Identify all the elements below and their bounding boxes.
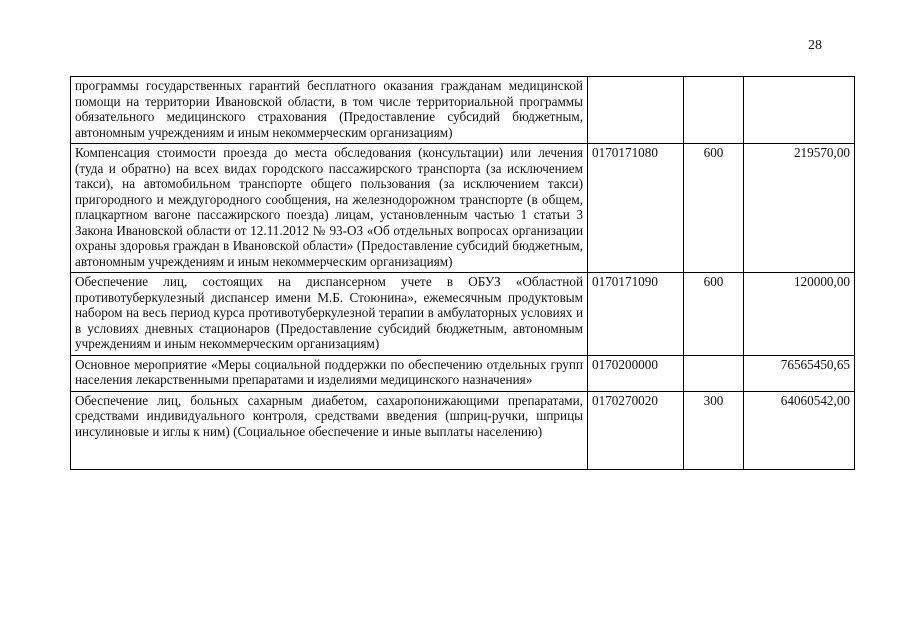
row-target-code bbox=[588, 77, 684, 144]
row-target-code: 0170171080 bbox=[588, 144, 684, 273]
budget-table bbox=[70, 76, 855, 470]
row-amount: 76565450,65 bbox=[744, 355, 855, 391]
row-target-code: 0170200000 bbox=[588, 355, 684, 391]
row-amount: 219570,00 bbox=[744, 144, 855, 273]
table-row bbox=[71, 144, 855, 273]
row-amount: 64060542,00 bbox=[744, 391, 855, 469]
row-target-code: 0170270020 bbox=[588, 391, 684, 469]
row-description: программы государственных гарантий бесплатного оказания гражданам медицинской помощи на территории Ивановской области, в том числе территориальной программы обязательного медицинского страхования (Предоставление субсидий бюджетным, автономным учреждениям и иным некоммерческим организациям) bbox=[71, 77, 588, 144]
row-expense-type bbox=[684, 77, 744, 144]
table-row bbox=[71, 273, 855, 356]
table-row bbox=[71, 77, 855, 144]
row-description: Компенсация стоимости проезда до места обследования (консультации) или лечения (туда и обратно) на всех видах городского пассажирского транспорта (за исключением такси), на автомобильном транспорте общего пользования (за исключением такси) пригородного и междугородного сообщения, на железнодорожном транспорте (в общем, плацкартном вагоне пассажирского поезда) лицам, установленным частью 1 статьи 3 Закона Ивановской области от 12.11.2012 № 93-ОЗ «Об отдельных вопросах организации охраны здоровья граждан в Ивановской области» (Предоставление субсидий бюджетным, автономным учреждениям и иным некоммерческим организациям) bbox=[71, 144, 588, 273]
row-expense-type: 300 bbox=[684, 391, 744, 469]
row-expense-type: 600 bbox=[684, 144, 744, 273]
row-amount bbox=[744, 77, 855, 144]
row-description: Основное мероприятие «Меры социальной поддержки по обеспечению отдельных групп населения лекарственными препаратами и изделиями медицинского назначения» bbox=[71, 355, 588, 391]
row-description: Обеспечение лиц, состоящих на диспансерном учете в ОБУЗ «Областной противотуберкулезный диспансер имени М.Б. Стоюнина», ежемесячным продуктовым набором на весь период курса противотуберкулезной терапии в амбулаторных условиях и в условиях дневных стационаров (Предоставление субсидий бюджетным, автономным учреждениям и иным некоммерческим организациям) bbox=[71, 273, 588, 356]
row-description: Обеспечение лиц, больных сахарным диабетом, сахаропонижающими препаратами, средствами индивидуального контроля, средствами введения (шприц-ручки, шприцы инсулиновые и иглы к ним) (Социальное обеспечение и иные выплаты населению) bbox=[71, 391, 588, 469]
row-target-code: 0170171090 bbox=[588, 273, 684, 356]
table-row bbox=[71, 355, 855, 391]
page-number: 28 bbox=[808, 38, 822, 53]
row-expense-type bbox=[684, 355, 744, 391]
row-amount: 120000,00 bbox=[744, 273, 855, 356]
table-row bbox=[71, 391, 855, 469]
row-expense-type: 600 bbox=[684, 273, 744, 356]
